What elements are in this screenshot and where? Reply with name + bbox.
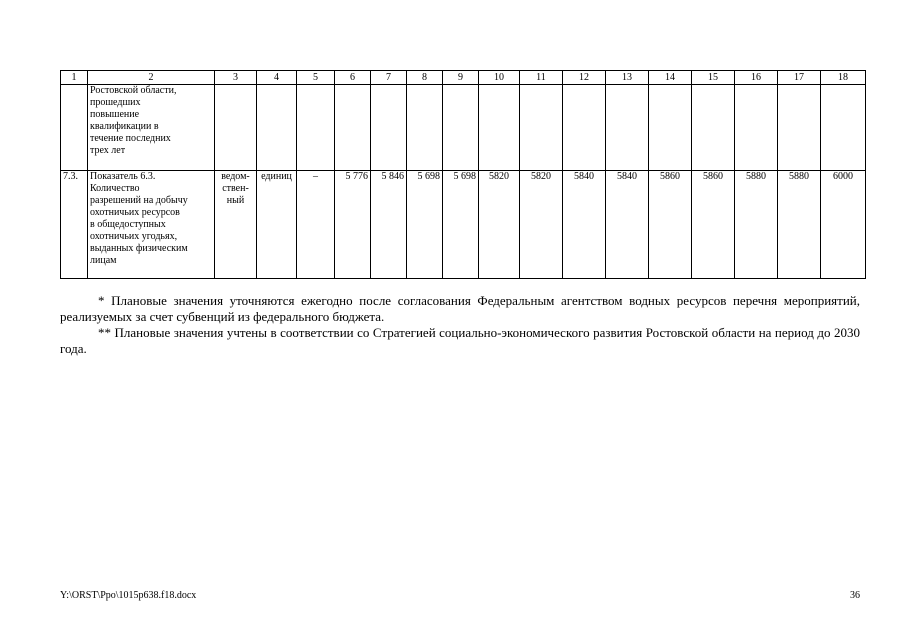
footnote-1: * Плановые значения уточняются ежегодно после согласования Федеральным агентством водных ресурсов перечня мероприятий, реализуемых за счет субвенций из федерального бюджета.	[60, 293, 860, 324]
value-cell: 5820	[479, 171, 520, 279]
empty-cell	[735, 85, 778, 171]
empty-cell	[257, 85, 297, 171]
value-cell: 5 698	[407, 171, 443, 279]
column-header: 2	[88, 71, 215, 85]
page-number: 36	[850, 590, 860, 601]
base-value-cell: –	[297, 171, 335, 279]
empty-cell	[821, 85, 866, 171]
empty-cell	[606, 85, 649, 171]
column-header: 1	[61, 71, 88, 85]
row-number-cell	[61, 85, 88, 171]
indicators-table	[60, 70, 866, 279]
empty-cell	[520, 85, 563, 171]
value-cell: 5840	[563, 171, 606, 279]
empty-cell	[215, 85, 257, 171]
column-header: 7	[371, 71, 407, 85]
column-header: 17	[778, 71, 821, 85]
indicator-name-cell: Ростовской области, прошедших повышение квалификации в течение последних трех лет	[88, 85, 215, 171]
column-header: 9	[443, 71, 479, 85]
value-cell: 5860	[692, 171, 735, 279]
empty-cell	[443, 85, 479, 171]
empty-cell	[778, 85, 821, 171]
table-header-row	[61, 71, 866, 85]
column-header: 14	[649, 71, 692, 85]
empty-cell	[649, 85, 692, 171]
column-header: 18	[821, 71, 866, 85]
value-cell: 5 698	[443, 171, 479, 279]
column-header: 11	[520, 71, 563, 85]
empty-cell	[335, 85, 371, 171]
column-header: 4	[257, 71, 297, 85]
column-header: 10	[479, 71, 520, 85]
footnotes	[60, 293, 860, 357]
value-cell: 5 846	[371, 171, 407, 279]
unit-cell: единиц	[257, 171, 297, 279]
column-header: 6	[335, 71, 371, 85]
value-cell: 5860	[649, 171, 692, 279]
empty-cell	[692, 85, 735, 171]
empty-cell	[407, 85, 443, 171]
value-cell: 5840	[606, 171, 649, 279]
table-row	[61, 85, 866, 171]
value-cell: 5880	[735, 171, 778, 279]
value-cell: 6000	[821, 171, 866, 279]
indicator-type-cell: ведом- ствен- ный	[215, 171, 257, 279]
column-header: 5	[297, 71, 335, 85]
column-header: 15	[692, 71, 735, 85]
document-path: Y:\ORST\Ppo\1015p638.f18.docx	[60, 590, 197, 601]
value-cell: 5880	[778, 171, 821, 279]
empty-cell	[297, 85, 335, 171]
table-row	[61, 171, 866, 279]
indicator-name-cell: Показатель 6.3. Количество разрешений на добычу охотничьих ресурсов в общедоступных охотничьих угодьях, выданных физическим лицам	[88, 171, 215, 279]
column-header: 12	[563, 71, 606, 85]
row-number-cell: 7.3.	[61, 171, 88, 279]
empty-cell	[479, 85, 520, 171]
column-header: 8	[407, 71, 443, 85]
value-cell: 5 776	[335, 171, 371, 279]
column-header: 3	[215, 71, 257, 85]
empty-cell	[371, 85, 407, 171]
column-header: 13	[606, 71, 649, 85]
value-cell: 5820	[520, 171, 563, 279]
footnote-2: ** Плановые значения учтены в соответствии со Стратегией социально-экономического развития Ростовской области на период до 2030 года.	[60, 325, 860, 356]
empty-cell	[563, 85, 606, 171]
column-header: 16	[735, 71, 778, 85]
